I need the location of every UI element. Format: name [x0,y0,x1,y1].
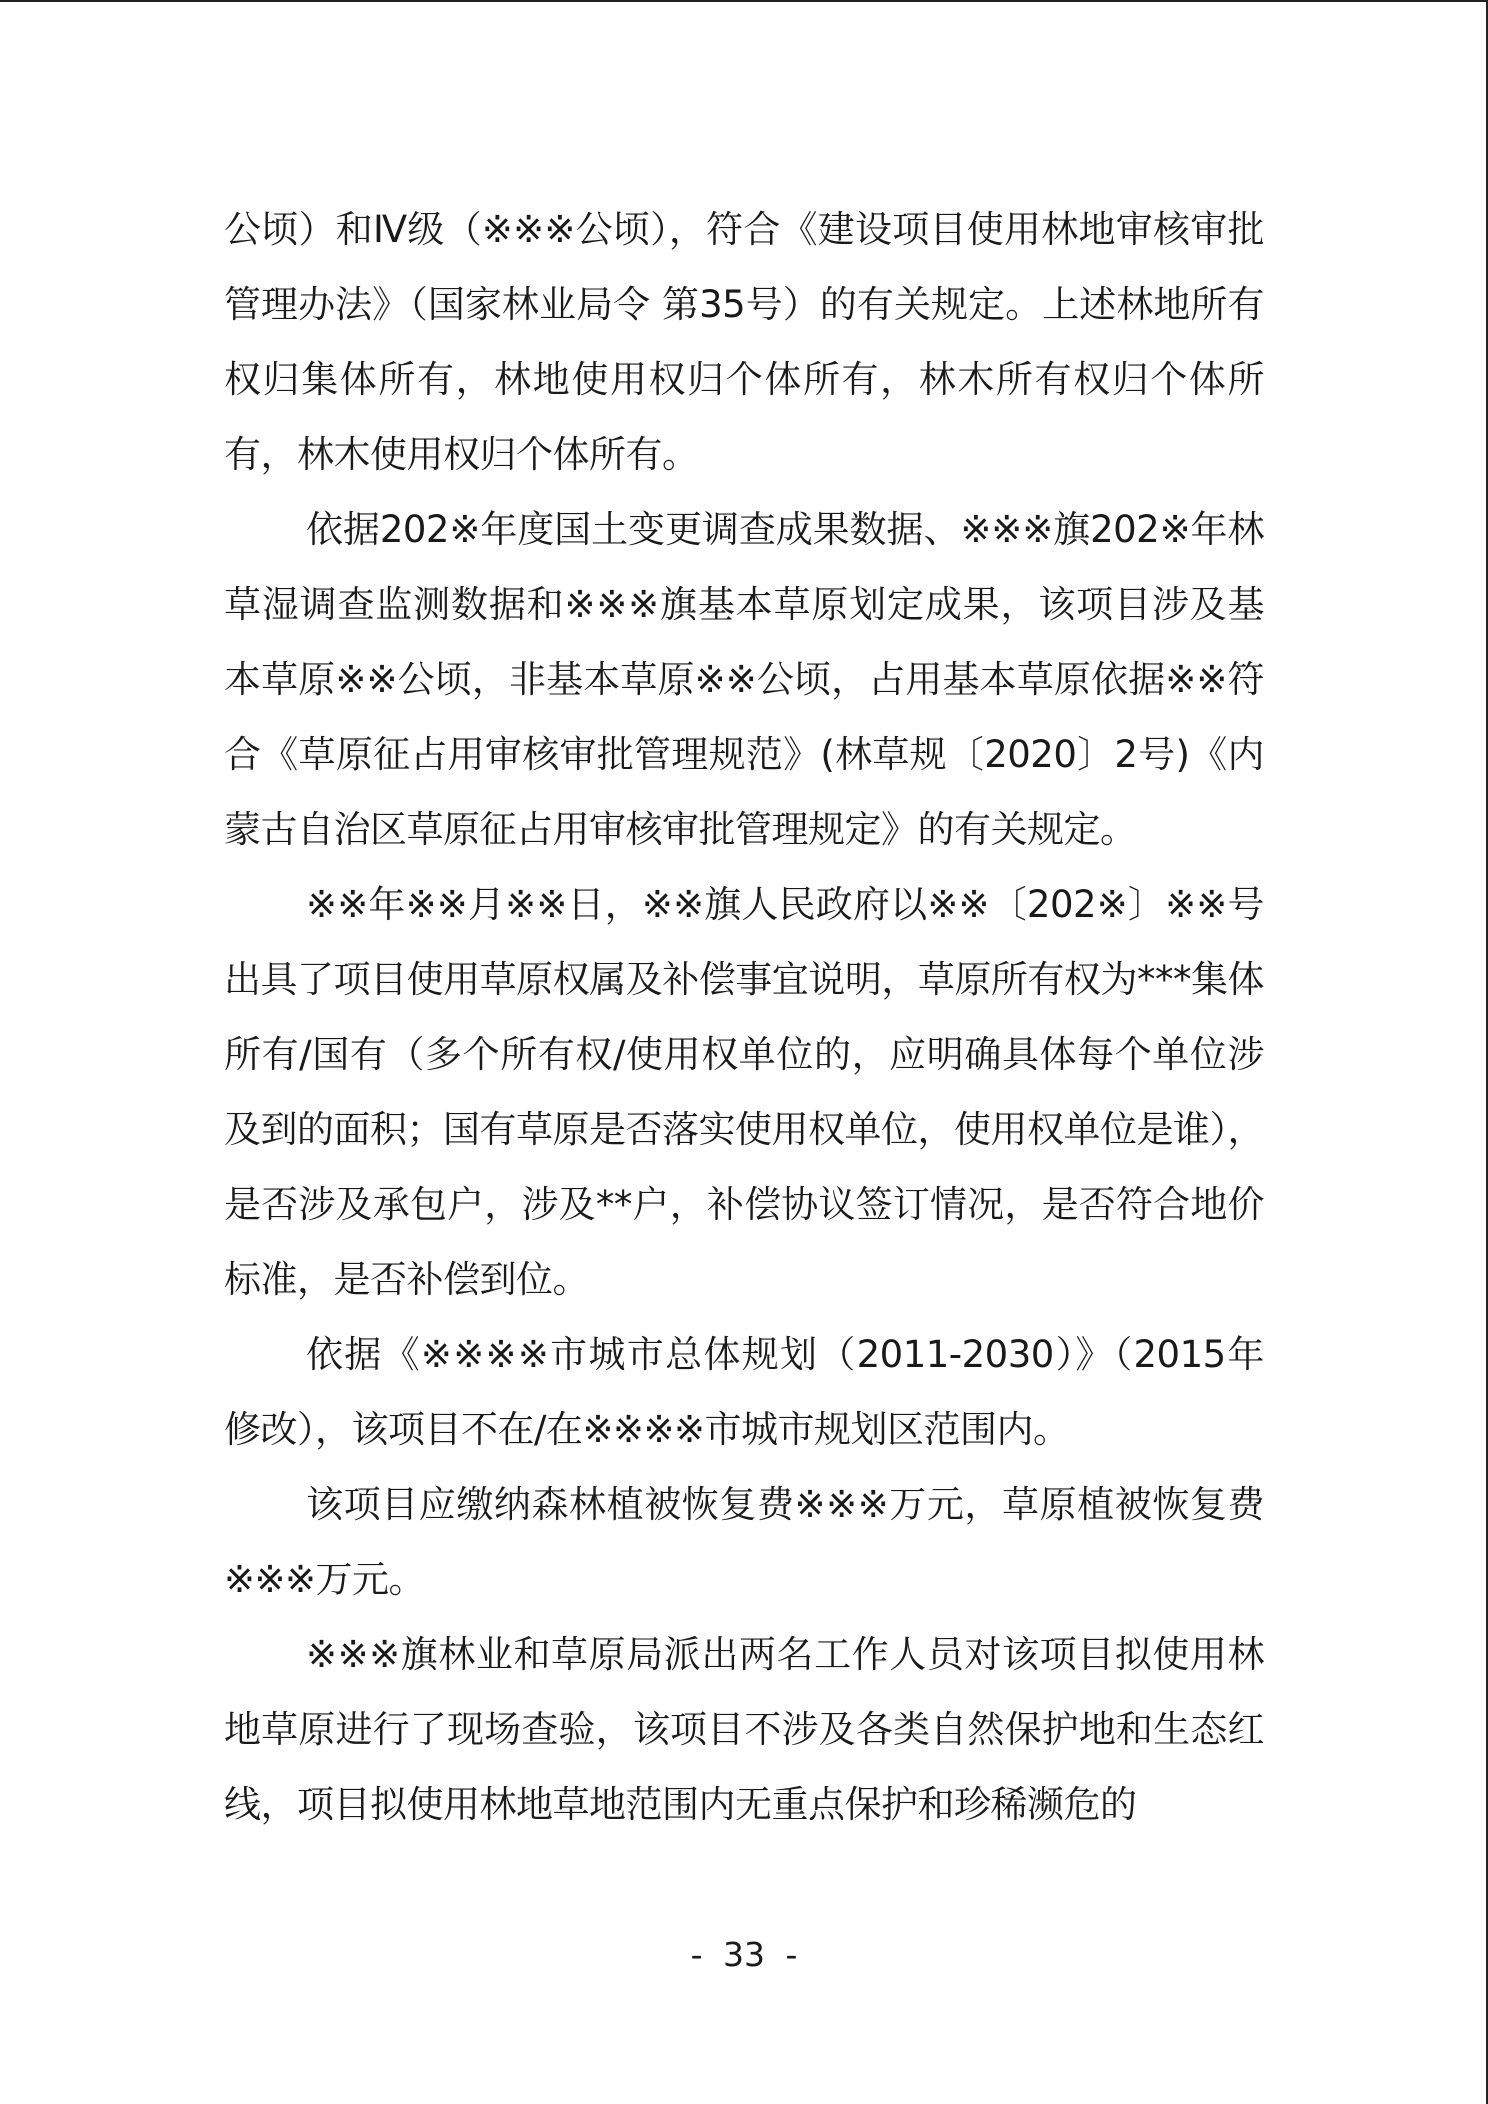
document-body [224,192,1264,1842]
paragraph-compensation: ※※年※※月※※日，※※旗人民政府以※※〔202※〕※※号出具了项目使用草原权属及补偿事宜说明，草原所有权为***集体所有/国有（多个所有权/使用权单位的，应明确具体每个单位涉及到的面积；国有草原是否落实使用权单位，使用权单位是谁），是否涉及承包户，涉及**户，补偿协议签订情况，是否符合地价标准，是否补偿到位。 [224,883,1264,1301]
paragraph-grassland-basis: 依据202※年度国土变更调查成果数据、※※※旗202※年林草湿调查监测数据和※※※旗基本草原划定成果，该项目涉及基本草原※※公顷，非基本草原※※公顷，占用基本草原依据※※符合《草原征占用审核审批管理规范》(林草规〔2020〕2号)《内蒙古自治区草原征占用审核审批管理规定》的有关规定。 [224,508,1264,851]
paragraph-ownership: 公顷）和Ⅳ级（※※※公顷），符合《建设项目使用林地审核审批管理办法》（国家林业局令 第35号）的有关规定。上述林地所有权归集体所有，林地使用权归个体所有，林木所有权归个体所有，林木使用权归个体所有。 [224,208,1264,476]
paragraph-site-inspection: ※※※旗林业和草原局派出两名工作人员对该项目拟使用林地草原进行了现场查验，该项目不涉及各类自然保护地和生态红线，项目拟使用林地草地范围内无重点保护和珍稀濒危的 [224,1633,1264,1826]
paragraph-city-planning: 依据《※※※※市城市总体规划（2011-2030）》（2015年修改），该项目不在/在※※※※市城市规划区范围内。 [224,1333,1264,1451]
page-number: - 33 - [690,1935,798,1974]
paragraph-restoration-fee: 该项目应缴纳森林植被恢复费※※※万元，草原植被恢复费※※※万元。 [224,1483,1264,1601]
